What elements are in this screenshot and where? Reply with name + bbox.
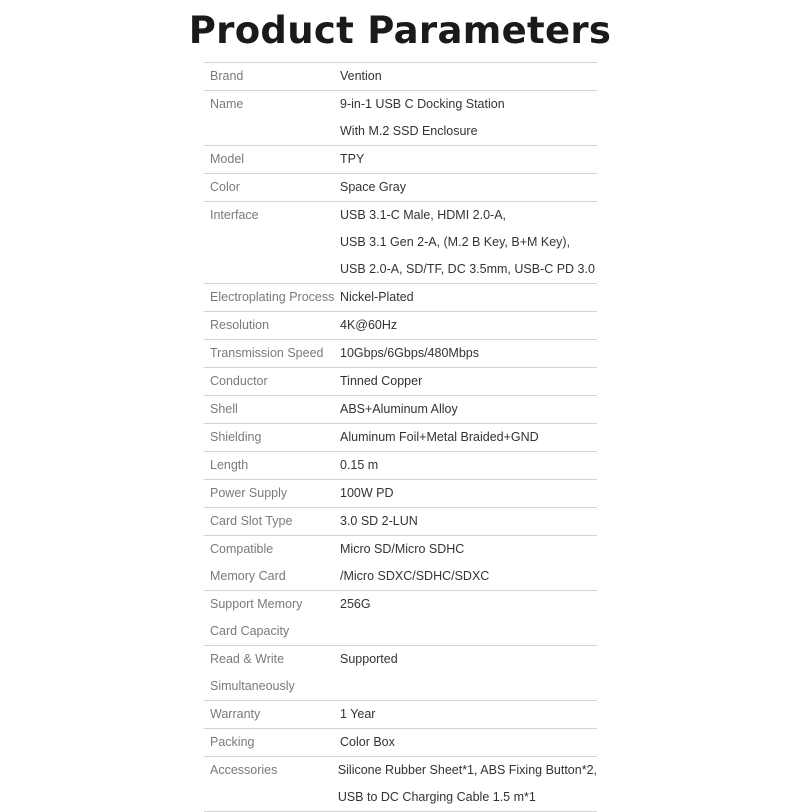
parameter-label-line: Brand (210, 69, 244, 83)
parameter-label (204, 452, 334, 479)
parameter-value (334, 646, 597, 700)
parameter-label (204, 424, 334, 451)
parameter-value (334, 452, 597, 479)
parameter-value-line: 256G (340, 597, 371, 611)
parameter-label (204, 729, 334, 756)
parameter-value-line: Aluminum Foil+Metal Braided+GND (340, 430, 539, 444)
parameter-value-line: USB 2.0-A, SD/TF, DC 3.5mm, USB-C PD 3.0 (340, 262, 595, 276)
parameter-value-line: Tinned Copper (340, 374, 423, 388)
parameter-label-line (210, 784, 332, 811)
parameter-label-line: Electroplating Process (210, 290, 335, 304)
parameter-label (204, 174, 334, 201)
parameter-label-line: Support Memory (210, 597, 303, 611)
parameter-value-line: Micro SD/Micro SDHC (340, 542, 465, 556)
table-row (204, 536, 597, 591)
parameter-value-line: Space Gray (340, 180, 407, 194)
parameter-label-line: Accessories (210, 763, 278, 777)
table-row (204, 646, 597, 701)
parameter-label-line (210, 256, 334, 283)
table-row (204, 452, 597, 480)
parameter-value (334, 146, 597, 173)
parameter-label-line: Interface (210, 208, 259, 222)
parameter-value-line: 0.15 m (340, 458, 379, 472)
parameter-label-line: Compatible (210, 542, 274, 556)
parameter-value-line: 1 Year (340, 707, 376, 721)
parameter-value (332, 757, 597, 811)
parameter-value-line: 9-in-1 USB C Docking Station (340, 97, 505, 111)
parameter-value-line: 10Gbps/6Gbps/480Mbps (340, 346, 479, 360)
parameter-value-line: 100W PD (340, 486, 394, 500)
parameter-label-line: Power Supply (210, 486, 288, 500)
table-row (204, 284, 597, 312)
parameter-value (334, 340, 597, 367)
table-row (204, 62, 597, 91)
parameter-label-line: Card Capacity (210, 624, 290, 638)
parameter-label-line: Shielding (210, 430, 262, 444)
parameter-label (204, 536, 334, 590)
parameter-label-line: Read & Write (210, 652, 285, 666)
table-row (204, 508, 597, 536)
parameter-value-line: Vention (340, 69, 382, 83)
parameter-label-line: Name (210, 97, 244, 111)
table-row (204, 424, 597, 452)
table-row (204, 396, 597, 424)
table-row (204, 591, 597, 646)
parameter-value-line: 4K@60Hz (340, 318, 398, 332)
parameter-label-line: Color (210, 180, 240, 194)
parameter-value-line: USB 3.1-C Male, HDMI 2.0-A, (340, 208, 507, 222)
parameter-label (204, 508, 334, 535)
parameter-label (204, 312, 334, 339)
parameter-value-line: Color Box (340, 735, 395, 749)
table-row (204, 729, 597, 757)
parameter-label-line: Packing (210, 735, 255, 749)
parameter-label (204, 284, 334, 311)
parameter-value-line: ABS+Aluminum Alloy (340, 402, 458, 416)
parameter-value (334, 536, 597, 590)
parameter-label-line: Shell (210, 402, 238, 416)
parameter-value-line: Supported (340, 652, 398, 666)
parameter-label (204, 591, 334, 645)
parameter-value (334, 174, 597, 201)
page-title: Product Parameters (188, 9, 612, 52)
parameter-label (204, 701, 334, 728)
table-row (204, 202, 597, 284)
parameter-value (334, 284, 597, 311)
parameter-label (204, 368, 334, 395)
parameters-table (204, 62, 597, 812)
parameter-value-line: With M.2 SSD Enclosure (340, 124, 478, 138)
parameter-value (334, 729, 597, 756)
parameter-label-line: Transmission Speed (210, 346, 324, 360)
parameter-value-line: Nickel-Plated (340, 290, 414, 304)
table-row (204, 312, 597, 340)
table-row (204, 340, 597, 368)
parameter-value-line (340, 673, 597, 700)
parameter-value (334, 63, 597, 90)
parameter-value (334, 396, 597, 423)
parameter-label-line (210, 229, 334, 256)
parameter-label (204, 757, 332, 811)
table-row (204, 146, 597, 174)
parameter-label-line: Length (210, 458, 249, 472)
parameter-value (334, 202, 597, 283)
parameter-value-line: Silicone Rubber Sheet*1, ABS Fixing Button*2, (337, 763, 597, 777)
parameter-label (204, 396, 334, 423)
parameter-value-line: 3.0 SD 2-LUN (340, 514, 418, 528)
parameter-label-line: Memory Card (210, 569, 286, 583)
parameter-value-line (340, 618, 597, 645)
parameter-value (334, 701, 597, 728)
parameter-value (334, 368, 597, 395)
parameter-value (334, 312, 597, 339)
parameter-value-line: TPY (340, 152, 365, 166)
parameter-value (334, 591, 597, 645)
parameter-label-line: Card Slot Type (210, 514, 293, 528)
parameter-label (204, 340, 334, 367)
parameter-value (334, 91, 597, 145)
parameter-value (334, 480, 597, 507)
table-row (204, 174, 597, 202)
parameter-value-line: /Micro SDXC/SDHC/SDXC (340, 569, 490, 583)
parameter-label (204, 202, 334, 283)
table-row (204, 701, 597, 729)
parameter-value-line: USB 3.1 Gen 2-A, (M.2 B Key, B+M Key), (340, 235, 571, 249)
parameter-label-line (210, 118, 334, 145)
parameter-value (334, 508, 597, 535)
parameter-label (204, 480, 334, 507)
table-row (204, 757, 597, 812)
parameter-label (204, 91, 334, 145)
parameter-label (204, 646, 334, 700)
parameter-label-line: Conductor (210, 374, 268, 388)
parameter-label-line: Warranty (210, 707, 261, 721)
table-row (204, 368, 597, 396)
parameter-label (204, 63, 334, 90)
parameter-value (334, 424, 597, 451)
parameter-value-line: USB to DC Charging Cable 1.5 m*1 (337, 790, 536, 804)
table-row (204, 480, 597, 508)
parameter-label-line: Model (210, 152, 245, 166)
parameter-label-line: Simultaneously (210, 679, 295, 693)
parameter-label (204, 146, 334, 173)
table-row (204, 91, 597, 146)
parameter-label-line: Resolution (210, 318, 270, 332)
